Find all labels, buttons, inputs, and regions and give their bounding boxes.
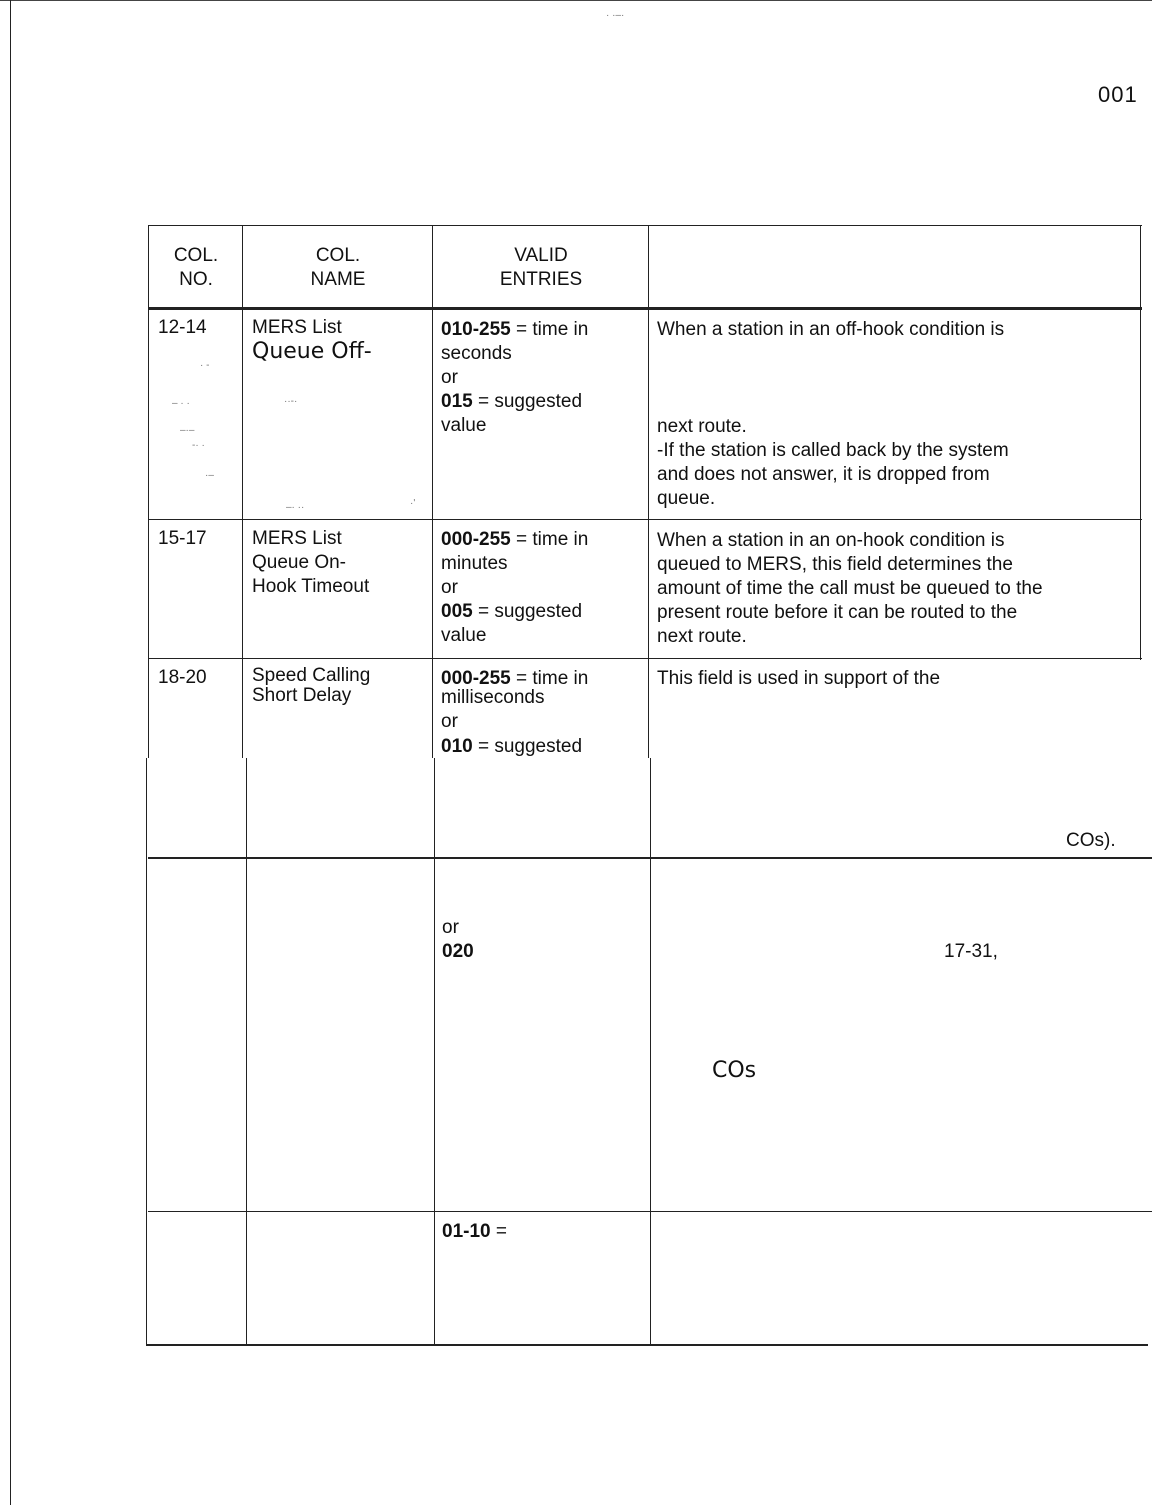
row5-entry-text1: = (490, 1221, 507, 1242)
col-rule (432, 225, 433, 758)
col-rule (242, 225, 243, 758)
row3-name-line1: Speed Calling (252, 665, 371, 686)
row3-entry-or: or (441, 711, 458, 732)
row2-entry-line5: value (441, 625, 487, 646)
row4-entry-code2: 020 (442, 941, 474, 962)
scan-speck: · ·–· (606, 10, 625, 21)
col-rule (648, 225, 649, 758)
row1-desc-line4: and does not answer, it is dropped from (657, 464, 990, 485)
row1-desc-line1: When a station in an off-hook condition is (657, 319, 1005, 340)
col-rule (1140, 225, 1141, 660)
row1-entry-text2: = suggested (472, 391, 583, 412)
scan-speck: ·' (410, 498, 416, 509)
row1-entry-line4 (441, 390, 582, 414)
row1-col-no: 12-14 (158, 317, 207, 338)
row2-desc-line1: When a station in an on-hook condition is (657, 530, 1005, 551)
scan-speck: · - (200, 360, 210, 371)
scan-speck: ··-· (284, 396, 298, 407)
page-top-edge (0, 0, 1152, 1)
row2-entry-line1 (441, 528, 588, 552)
row1-entry-line2: seconds (441, 343, 512, 364)
col-rule (434, 758, 435, 1346)
scan-speck: – · · (172, 398, 190, 409)
row2-entry-text1: = time in (510, 529, 589, 550)
row2-col-no: 15-17 (158, 528, 207, 549)
row5-entry-code1: 01-10 (442, 1221, 491, 1242)
row1-desc-line2: next route. (657, 416, 747, 437)
page-number: 001 (1098, 82, 1138, 107)
row3-entry-text1: = time in (510, 668, 589, 689)
row2-name-line3: Hook Timeout (252, 576, 370, 597)
row5-entry-line1 (442, 1220, 507, 1244)
row3-entry-code1: 000-255 (441, 668, 511, 689)
row2-entry-or: or (441, 577, 458, 598)
page-left-edge (10, 0, 11, 1505)
scan-speck: ·– (205, 470, 214, 481)
row1-entry-line5: value (441, 415, 487, 436)
row4-desc-fragment1: 17-31, (944, 941, 998, 962)
row1-entry-or: or (441, 367, 458, 388)
row2-entry-line4 (441, 600, 582, 624)
row1-desc-line5: queue. (657, 488, 716, 509)
row3-entry-text2: = suggested (472, 736, 583, 757)
scan-speck: –·– (180, 425, 195, 436)
row2-desc-line4: present route before it can be routed to the (657, 602, 1018, 623)
header-rule (148, 307, 1142, 310)
row2-entry-code2: 005 (441, 601, 473, 622)
row2-entry-code1: 000-255 (441, 529, 511, 550)
row2-name-line1: MERS List (252, 528, 342, 549)
row1-desc-line3: -If the station is called back by the system (657, 440, 1009, 461)
row2-desc-line5: next route. (657, 626, 747, 647)
row1-entry-code2: 015 (441, 391, 473, 412)
row2-entry-line2: minutes (441, 553, 508, 574)
col-rule (146, 758, 147, 1346)
table-bottom-rule (146, 1344, 1148, 1346)
row3-entry-line2: milliseconds (441, 687, 545, 708)
row4-desc-fragment2: COs (712, 1058, 757, 1083)
row3-name-line2: Short Delay (252, 685, 352, 706)
row2-name-line2: Queue On- (252, 552, 346, 573)
row3-desc-line2: COs). (1066, 830, 1116, 851)
row1-entry-line1 (441, 318, 588, 342)
header-col-name: COL. NAME (310, 245, 366, 290)
row1-name-line2: Queue Off- (252, 339, 372, 364)
row1-name-line1: MERS List (252, 317, 342, 338)
row3-desc-line1: This field is used in support of the (657, 668, 941, 689)
header-col-no: COL. NO. (173, 245, 219, 290)
table-top-rule (148, 225, 1142, 226)
scan-speck: –· ·· (286, 502, 305, 513)
row2-desc-line3: amount of time the call must be queued to the (657, 578, 1043, 599)
row4-entry-or: or (442, 917, 459, 938)
row2-entry-text2: = suggested (472, 601, 583, 622)
row3-entry-code2: 010 (441, 736, 473, 757)
col-rule (650, 758, 651, 1346)
col-rule (148, 225, 149, 758)
row1-entry-code1: 010-255 (441, 319, 511, 340)
row-rule (148, 519, 1142, 520)
row3-entry-line4 (441, 735, 582, 759)
header-valid-entries: VALID ENTRIES (499, 245, 583, 290)
row1-entry-text1: = time in (510, 319, 589, 340)
row-rule (148, 658, 1142, 659)
col-rule (246, 758, 247, 1346)
scan-speck: -· · (192, 440, 205, 451)
row3-col-no: 18-20 (158, 667, 207, 688)
row2-desc-line2: queued to MERS, this field determines the (657, 554, 1013, 575)
